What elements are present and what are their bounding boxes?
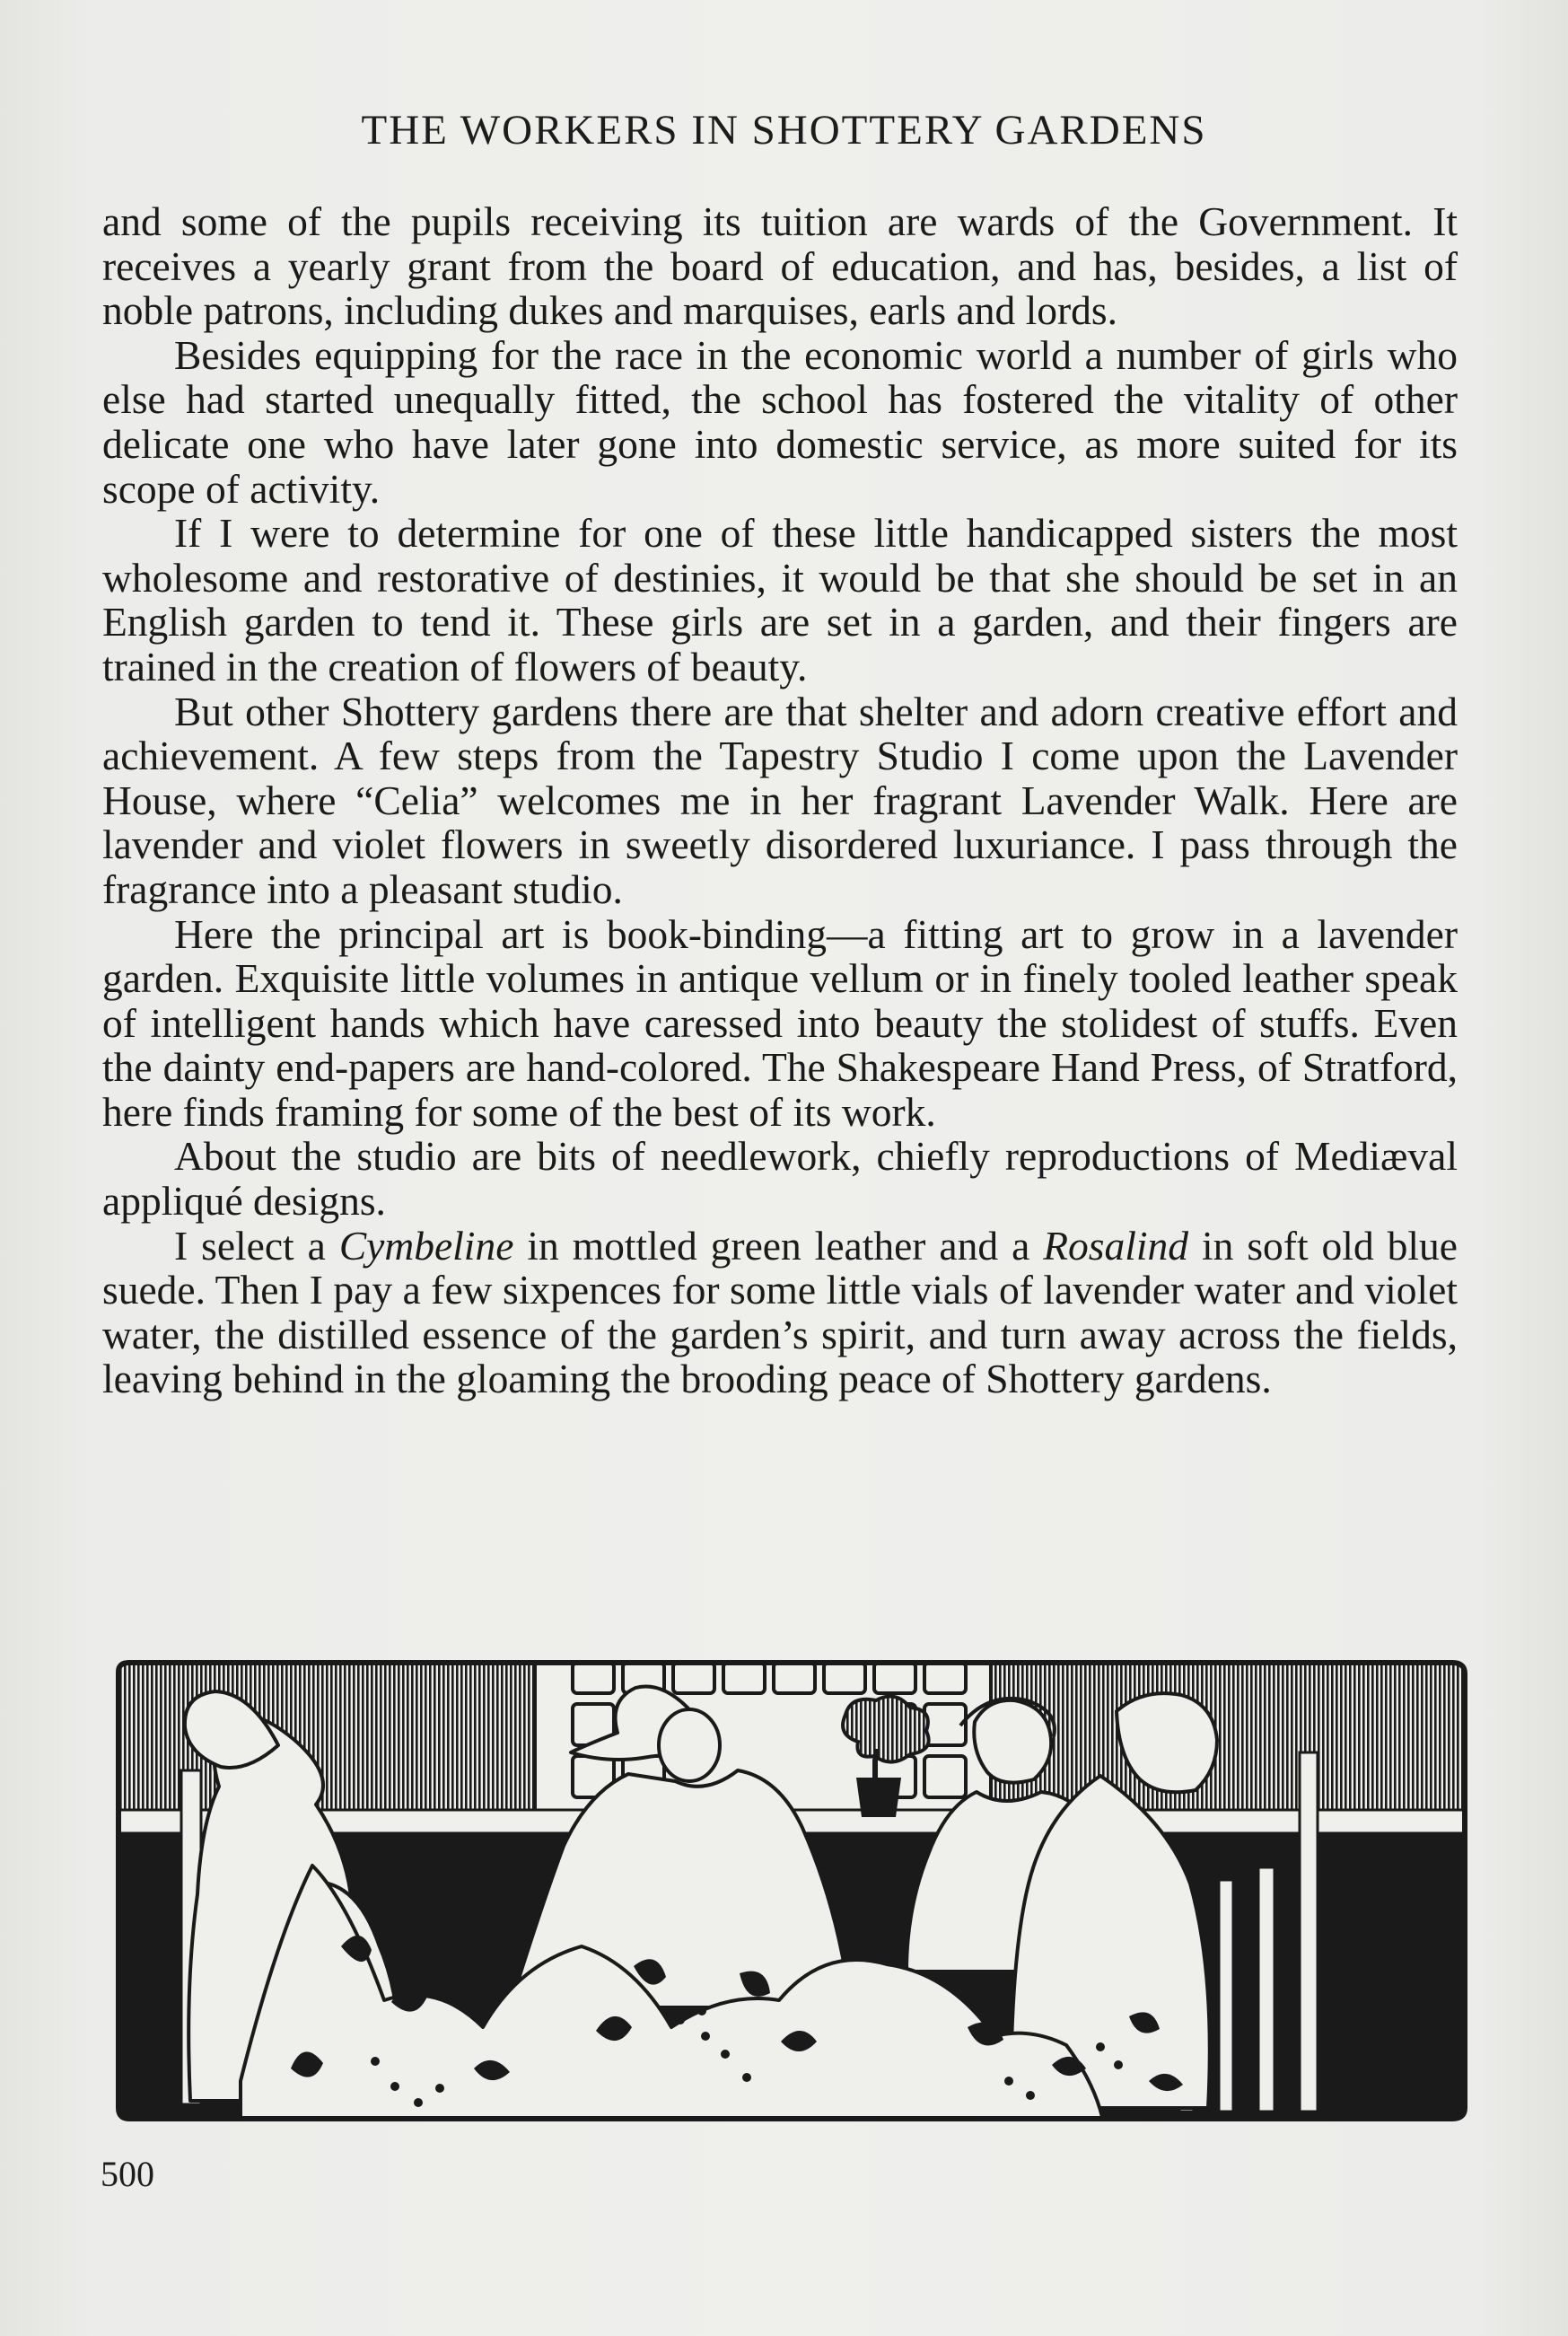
paragraph-7: [102, 1224, 1458, 1401]
paragraph-5: Here the principal art is book-binding—a fitting art to grow in a lavender garden. Exquisite little volumes in antique vellum or in finely tooled leather speak of intelligent hands which have caressed into beauty the stolidest of stuffs. Even the dainty end-papers are hand-colored. The Shakespeare Hand Press, of Stratford, here finds framing for some of the best of its work.: [102, 910, 1458, 1135]
page-number: 500: [101, 2154, 154, 2194]
book-title-cymbeline: Cymbeline: [338, 1222, 514, 1269]
running-title: THE WORKERS IN SHOTTERY GARDENS: [361, 107, 1207, 154]
paragraph-6: About the studio are bits of needlework, chiefly reproductions of Mediæval appliqué designs.: [102, 1133, 1458, 1225]
paragraph-7-text-c: in soft old blue suede. Then I pay a few sixpences for some little vials of lavender water and violet water, the distilled essence of the garden’s spirit, and turn away across the fields, leaving behind in the gloaming the brooding peace of Shottery gardens.: [102, 1222, 1458, 1402]
book-title-rosalind: Rosalind: [1043, 1222, 1189, 1269]
paragraph-1: and some of the pupils receiving its tuition are wards of the Government. It receives a yearly grant from the board of education, and has, besides, a list of noble patrons, including dukes and marquises, earls and lords.: [102, 198, 1458, 334]
paragraph-4: But other Shottery gardens there are that shelter and adorn creative effort and achievement. A few steps from the Tapestry Studio I come upon the Lavender House, where “Celia” welcomes me in her fragrant Lavender Walk. Here are lavender and violet flowers in sweetly disordered luxuriance. I pass through the fragrance into a pleasant studio.: [102, 688, 1458, 912]
body-text: [102, 199, 1458, 1401]
paragraph-3: If I were to determine for one of these little handicapped sisters the most wholesome and restorative of destinies, it would be that she should be set in an English garden to tend it. These girls are set in a garden, and their fingers are trained in the creation of flowers of beauty.: [102, 510, 1458, 689]
paragraph-7-text-b: in mottled green leather and a: [513, 1222, 1044, 1269]
paragraph-7-text-a: I select a: [174, 1222, 339, 1269]
needlework-illustration: [106, 1659, 1476, 2126]
paragraph-2: Besides equipping for the race in the economic world a number of girls who else had started unequally fitted, the school has fostered the vitality of other delicate one who have later gone into domestic service, as more suited for its scope of activity.: [102, 331, 1458, 512]
